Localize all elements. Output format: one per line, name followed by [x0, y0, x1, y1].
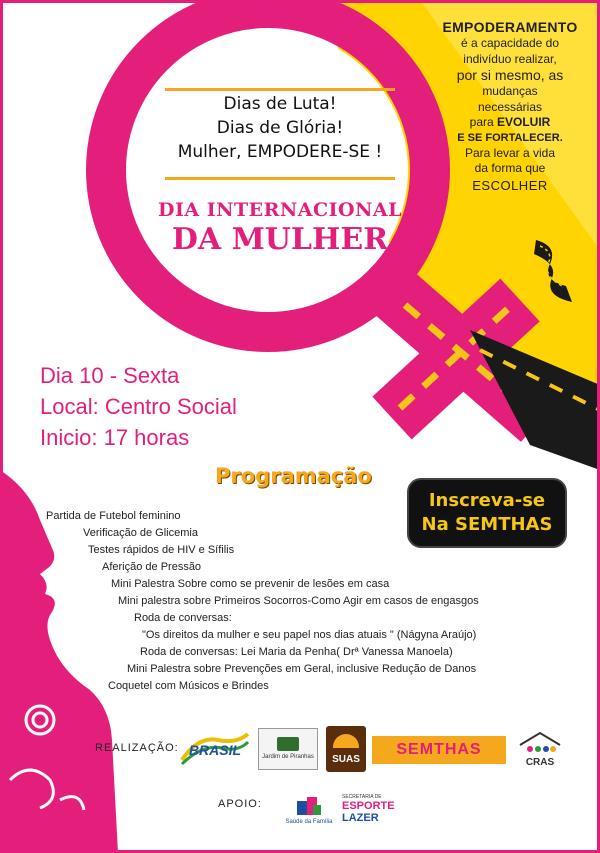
empowerment-choose: ESCOLHER — [472, 177, 548, 193]
empowerment-evolve: EVOLUIR — [497, 115, 551, 129]
suas-text: SUAS — [332, 753, 360, 765]
program-item: Testes rápidos de HIV e Sífilis — [88, 544, 235, 556]
event-title-line-1: DIA INTERNACIONAL — [157, 199, 403, 221]
empowerment-line: é a capacidade do — [460, 36, 560, 50]
headline-line-2: Dias de Glória! — [216, 118, 344, 138]
brasil-logo — [178, 730, 252, 766]
jardim-emblem-icon — [277, 737, 299, 751]
program-item: Mini Palestra Sobre como se prevenir de lesões em casa — [111, 578, 390, 590]
program-item: Partida de Futebol feminino — [46, 510, 181, 522]
empowerment-line-part: para — [469, 115, 497, 129]
headline-line-1: Dias de Luta! — [223, 94, 337, 114]
event-date: Dia 10 - Sexta — [40, 363, 180, 388]
empowerment-line: necessárias — [477, 99, 543, 114]
saude-familia-text: Saúde da Família — [285, 819, 333, 825]
semthas-text: SEMTHAS — [396, 741, 482, 758]
empowerment-line: Para levar a vida — [464, 145, 556, 160]
lazer-text: LAZER — [342, 812, 379, 824]
cras-logo — [516, 726, 564, 772]
event-title-line-2: DA MULHER — [171, 222, 389, 257]
jardim-text: Jardim de Piranhas — [262, 754, 314, 760]
empowerment-line: por si mesmo, as — [456, 67, 564, 83]
program-title: Programação — [215, 464, 372, 488]
semthas-logo — [372, 736, 506, 764]
esporte-lazer-logo — [342, 786, 408, 832]
program-item: Roda de conversas: — [134, 612, 232, 624]
program-item: Mini palestra sobre Primeiros Socorros-Como Agir em casos de engasgos — [118, 595, 479, 607]
program-item: "Os direitos da mulher e seu papel nos dias atuais " (Nágyna Araújo) — [142, 629, 477, 641]
empowerment-line: mudanças — [482, 84, 538, 98]
program-item: Coquetel com Músicos e Brindes — [108, 680, 269, 692]
program-item: Roda de conversas: Lei Maria da Penha( Drª Vanessa Manoela) — [140, 646, 453, 658]
realizacao-label: REALIZAÇÃO: — [95, 742, 179, 754]
register-line-2: Na SEMTHAS — [421, 514, 553, 535]
esporte-text: ESPORTE — [342, 800, 395, 812]
cras-house-icon — [518, 731, 562, 757]
suas-people-icon — [333, 734, 359, 748]
apoio-label: APOIO: — [218, 798, 262, 810]
register-line-1: Inscreva-se — [428, 490, 546, 511]
empowerment-line: da forma que — [474, 161, 546, 175]
empowerment-line: indivíduo realizar, — [463, 51, 557, 66]
saude-familia-logo — [284, 790, 334, 830]
brasil-text: BRASIL — [188, 742, 242, 758]
jardim-logo — [258, 728, 318, 770]
program-item: Mini Palestra sobre Prevenções em Geral, inclusive Redução de Danos — [127, 663, 477, 675]
headline-line-3: Mulher, EMPODERE-SE ! — [177, 142, 383, 162]
secretaria-text: SECRETARIA DE — [342, 794, 382, 800]
family-icon — [293, 795, 325, 819]
event-start-time: Inicio: 17 horas — [40, 425, 190, 450]
cras-text: CRAS — [525, 756, 555, 768]
empowerment-strengthen: E SE FORTALECER. — [457, 131, 563, 144]
suas-logo — [326, 726, 366, 772]
program-item: Aferição de Pressão — [102, 561, 202, 573]
empowerment-title: EMPODERAMENTO — [442, 19, 578, 35]
event-location: Local: Centro Social — [40, 394, 237, 419]
program-item: Verificação de Glicemia — [83, 527, 198, 539]
